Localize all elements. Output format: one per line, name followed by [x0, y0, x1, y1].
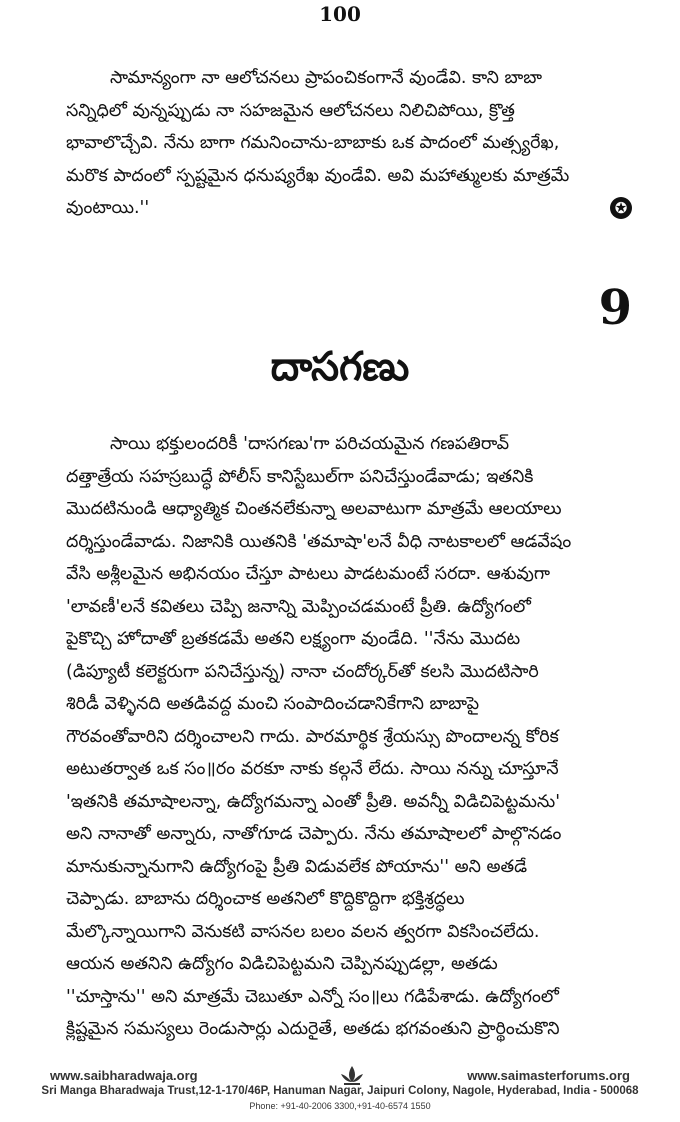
section-end-icon: ✪ — [610, 197, 632, 219]
text-line: క్లిష్టమైన సమస్యలు రెండుసార్లు ఎదురైతే, అతడు భగవంతుని ప్రార్థించుకొని — [66, 1019, 560, 1039]
intro-paragraph — [66, 62, 632, 225]
text-line: అని నానాతో అన్నారు, నాతోగూడ చెప్పారు. నేను తమాషాలలో పాల్గొనడం — [66, 824, 562, 844]
text-line: మొదటినుండి ఆధ్యాత్మిక చింతనలేకున్నా అలవాటుగా మాత్రమే ఆలయాలు — [66, 499, 562, 519]
page-footer — [20, 1068, 660, 1118]
text-line: గౌరవంతోవారిని దర్శించాలని గాదు. పారమార్థిక శ్రేయస్సు పొందాలన్న కోరిక — [66, 726, 559, 747]
page-number: 100 — [319, 2, 361, 26]
text-line: వుంటాయి.'' — [66, 198, 150, 218]
text-line: శిరిడీ వెళ్ళినది అతడివద్ద మంచి సంపాదించడానికేగాని బాబాపై — [66, 694, 480, 714]
footer-phone: Phone: +91-40-2006 3300,+91-40-6574 1550 — [249, 1101, 431, 1111]
text-line: పైకొచ్చి హోదాతో బ్రతకడమే అతని లక్ష్యంగా వుండేది. ''నేను మొదట — [66, 629, 521, 649]
text-line: భావాలొచ్చేవి. నేను బాగా గమనించాను-బాబాకు ఒక పాదంలో మత్స్యరేఖ, — [66, 133, 560, 153]
lotus-emblem-icon — [338, 1064, 366, 1086]
text-line: సాయి భక్తులందరికీ 'దాసగణు'గా పరిచయమైన గణపతిరావ్ — [110, 434, 510, 454]
text-line: మానుకున్నానుగాని ఉద్యోగంపై ప్రీతి విడువలేక పోయాను'' అని అతడే — [66, 856, 528, 877]
text-line: (డిప్యూటీ కలెక్టరుగా పనిచేస్తున్న) నానా చందోర్కర్‌తో కలసి మొదటిసారి — [66, 661, 539, 682]
footer-address: Sri Manga Bharadwaja Trust,12-1-170/46P, Hanuman Nagar, Jaipuri Colony, Nagole, Hyderabad, India - 500068 — [41, 1085, 639, 1097]
text-line: అటుతర్వాత ఒక సం॥రం వరకూ నాకు కల్గనే లేదు. సాయి నన్ను చూస్తూనే — [66, 759, 559, 779]
text-line: 'ఇతనికి తమాషాలన్నా, ఉద్యోగమన్నా ఎంతో ప్రీతి. అవన్నీ విడిచిపెట్టమను' — [66, 791, 561, 812]
text-line: దత్తాత్రేయ సహస్రబుద్ధే పోలీస్ కానిస్టేబుల్‌గా పనిచేస్తుండేవాడు; ఇతనికి — [66, 466, 534, 487]
text-line: దర్శిస్తుండేవాడు. నిజానికి యితనికి 'తమాషా'లనే వీధి నాటకాలలో ఆడవేషం — [66, 531, 572, 552]
text-line: సన్నిధిలో వున్నప్పుడు నా సహజమైన ఆలోచనలు నిలిచిపోయి, క్రొత్త — [66, 100, 515, 121]
footer-website-left: www.saibharadwaja.org — [50, 1068, 198, 1083]
text-line: చెప్పాడు. బాబాను దర్శించాక అతనిలో కొద్దికొద్దిగా భక్తిశ్రద్ధలు — [66, 889, 465, 909]
chapter-body-paragraph — [66, 428, 632, 1046]
footer-website-right: www.saimasterforums.org — [467, 1068, 630, 1083]
chapter-number: 9 — [598, 280, 632, 336]
chapter-title: దాసగణు — [270, 344, 410, 390]
text-line: 'లావణీ'లనే కవితలు చెప్పి జనాన్ని మెప్పించడమంటే ప్రీతి. ఉద్యోగంలో — [66, 596, 531, 617]
text-line: ఆయన అతనిని ఉద్యోగం విడిచిపెట్టమని చెప్పినప్పుడల్లా, అతడు — [66, 954, 498, 974]
text-line: సామాన్యంగా నా ఆలోచనలు ప్రాపంచికంగానే వుండేవి. కాని బాబా — [110, 68, 543, 88]
text-line: మరొక పాదంలో స్పష్టమైన ధనుష్యరేఖ వుండేవి. అవి మహాత్ములకు మాత్రమే — [66, 165, 570, 186]
text-line: మేల్కొన్నాయిగాని వెనుకటి వాసనల బలం వలన త్వరగా వికసించలేదు. — [66, 921, 540, 942]
text-line: వేసి అశ్లీలమైన అభినయం చేస్తూ పాటలు పాడటమంటే సరదా. ఆశువుగా — [66, 564, 550, 584]
text-line: ''చూస్తాను'' అని మాత్రమే చెబుతూ ఎన్నో సం॥లు గడిపేశాడు. ఉద్యోగంలో — [66, 986, 559, 1007]
